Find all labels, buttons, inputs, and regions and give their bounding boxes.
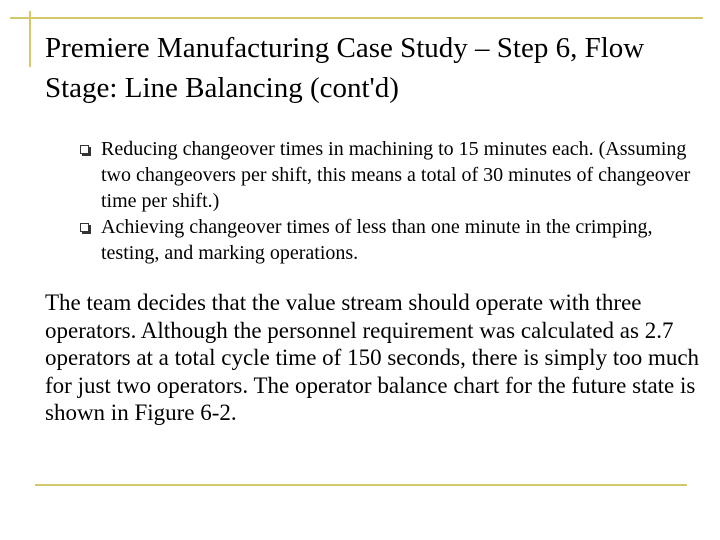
bullet-item (76, 136, 706, 214)
bullet-list (76, 136, 706, 266)
left-accent-line (29, 11, 31, 67)
slide-title: Premiere Manufacturing Case Study – Step 6, Flow Stage: Line Balancing (cont'd) (45, 32, 645, 104)
square-bullet-icon (80, 223, 89, 232)
square-bullet-icon (80, 145, 89, 154)
body-paragraph: The team decides that the value stream should operate with three operators. Although the personnel requirement was calculated as 2.7 operators at a total cycle time of 150 seconds, there is simply too much for just two operators. The operator balance chart for the future state is shown in Figure 6-2. (45, 290, 700, 425)
bottom-divider (35, 484, 687, 486)
bullet-item (76, 214, 706, 266)
bullet-text: Reducing changeover times in machining to 15 minutes each. (Assuming two changeovers per shift, this means a total of 30 minutes of changeover time per shift.) (101, 138, 691, 212)
top-divider (10, 17, 703, 19)
bullet-text: Achieving changeover times of less than one minute in the crimping, testing, and marking operations. (101, 216, 653, 264)
